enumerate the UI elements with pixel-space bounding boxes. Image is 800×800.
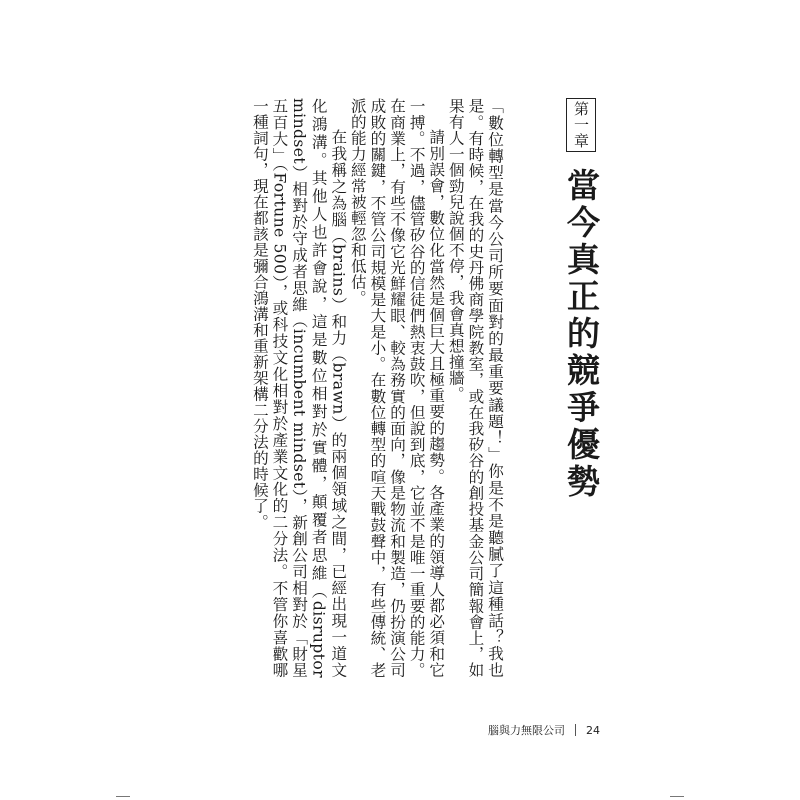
- page-number: 24: [586, 723, 600, 737]
- crop-mark-left: [116, 796, 130, 797]
- chapter-title: 當今真正的競爭優勢: [562, 168, 601, 501]
- crop-mark-right: [670, 796, 684, 797]
- running-title: 腦與力無限公司: [488, 724, 565, 737]
- footer-divider: [575, 724, 576, 736]
- paragraph-2: 請別誤會，數位化當然是個巨大且極重要的趨勢。各產業的領導人都必須和它一搏。不過，儘管矽谷的信徒們熱衷鼓吹，但說到底，它並不是唯一重要的能力。在商業上，有些不像它光鮮耀眼、較為務實的面向，像是物流和製造，仍扮演公司成敗的關鍵，不管公司規模是大是小。在數位轉型的喧天戰鼓聲中，有些傳統、老派的能力經常被輕忽和低估。: [348, 98, 446, 678]
- page-footer: [488, 722, 600, 738]
- body-text: [208, 98, 504, 678]
- paragraph-1: 「數位轉型是當今公司所要面對的最重要議題！」你是不是聽膩了這種話？我也是。有時候，在我的史丹佛商學院教室，或在我矽谷的創投基金公司簡報會上，如果有人一個勁兒說個不停，我會真想撞牆。: [446, 98, 504, 678]
- chapter-label: 第一章: [566, 98, 596, 152]
- paragraph-3: 在我稱之為腦（brains）和力（brawn）的兩個領域之間，已經出現一道文化鴻溝。其他人也許會說，這是數位相對於實體，顛覆者思維（disruptor mindset）相對於守成者思維（incumbent mindset），新創公司相對於「財星五百大」（Fortune 500），或科技文化相對於產業文化的二分法。不管你喜歡哪一種詞句，現在都該是彌合鴻溝和重新架構二分法的時候了。: [250, 98, 348, 678]
